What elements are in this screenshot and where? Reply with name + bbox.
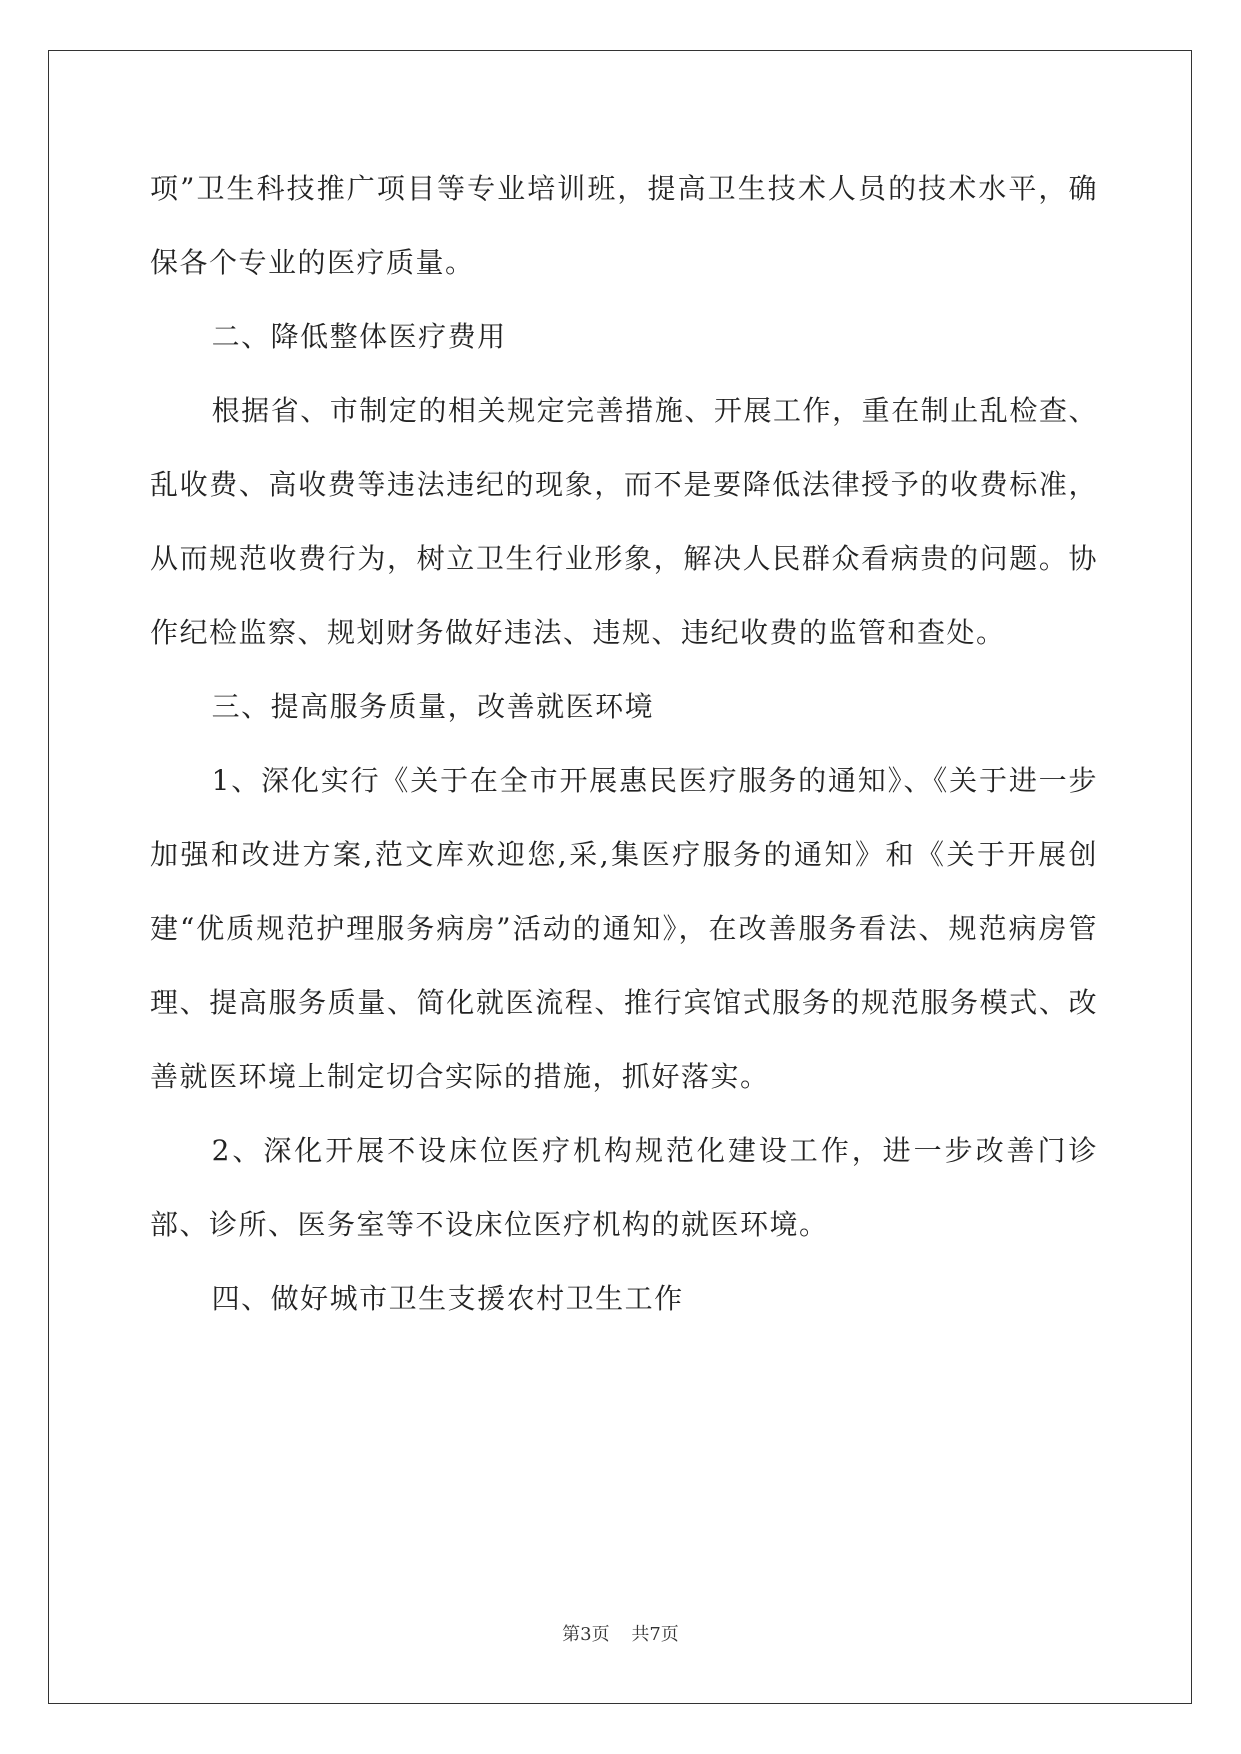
page-total: 共7页 [631, 1624, 679, 1645]
paragraph: 根据省、市制定的相关规定完善措施、开展工作，重在制止乱检查、乱收费、高收费等违法违纪的现象，而不是要降低法律授予的收费标准，从而规范收费行为，树立卫生行业形象，解决人民群众看病贵的问题。协作纪检监察、规划财务做好违法、违规、违纪收费的监管和查处。 [150, 394, 1098, 649]
paragraph: 2、深化开展不设床位医疗机构规范化建设工作，进一步改善门诊部、诊所、医务室等不设床位医疗机构的就医环境。 [150, 1134, 1098, 1241]
document-body [150, 152, 1098, 1336]
page-footer [0, 1620, 1241, 1646]
section-heading-3: 三、提高服务质量，改善就医环境 [211, 690, 655, 723]
section-heading-4: 四、做好城市卫生支援农村卫生工作 [211, 1282, 684, 1315]
page-number: 第3页 [562, 1624, 610, 1645]
paragraph: 1、深化实行《关于在全市开展惠民医疗服务的通知》、《关于进一步加强和改进方案,范文库欢迎您,采,集医疗服务的通知》和《关于开展创建“优质规范护理服务病房”活动的通知》，在改善服务看法、规范病房管理、提高服务质量、简化就医流程、推行宾馆式服务的规范服务模式、改善就医环境上制定切合实际的措施，抓好落实。 [150, 764, 1098, 1093]
section-heading-2: 二、降低整体医疗费用 [211, 320, 507, 353]
paragraph-continuation: 项”卫生科技推广项目等专业培训班，提高卫生技术人员的技术水平，确保各个专业的医疗质量。 [150, 172, 1098, 279]
